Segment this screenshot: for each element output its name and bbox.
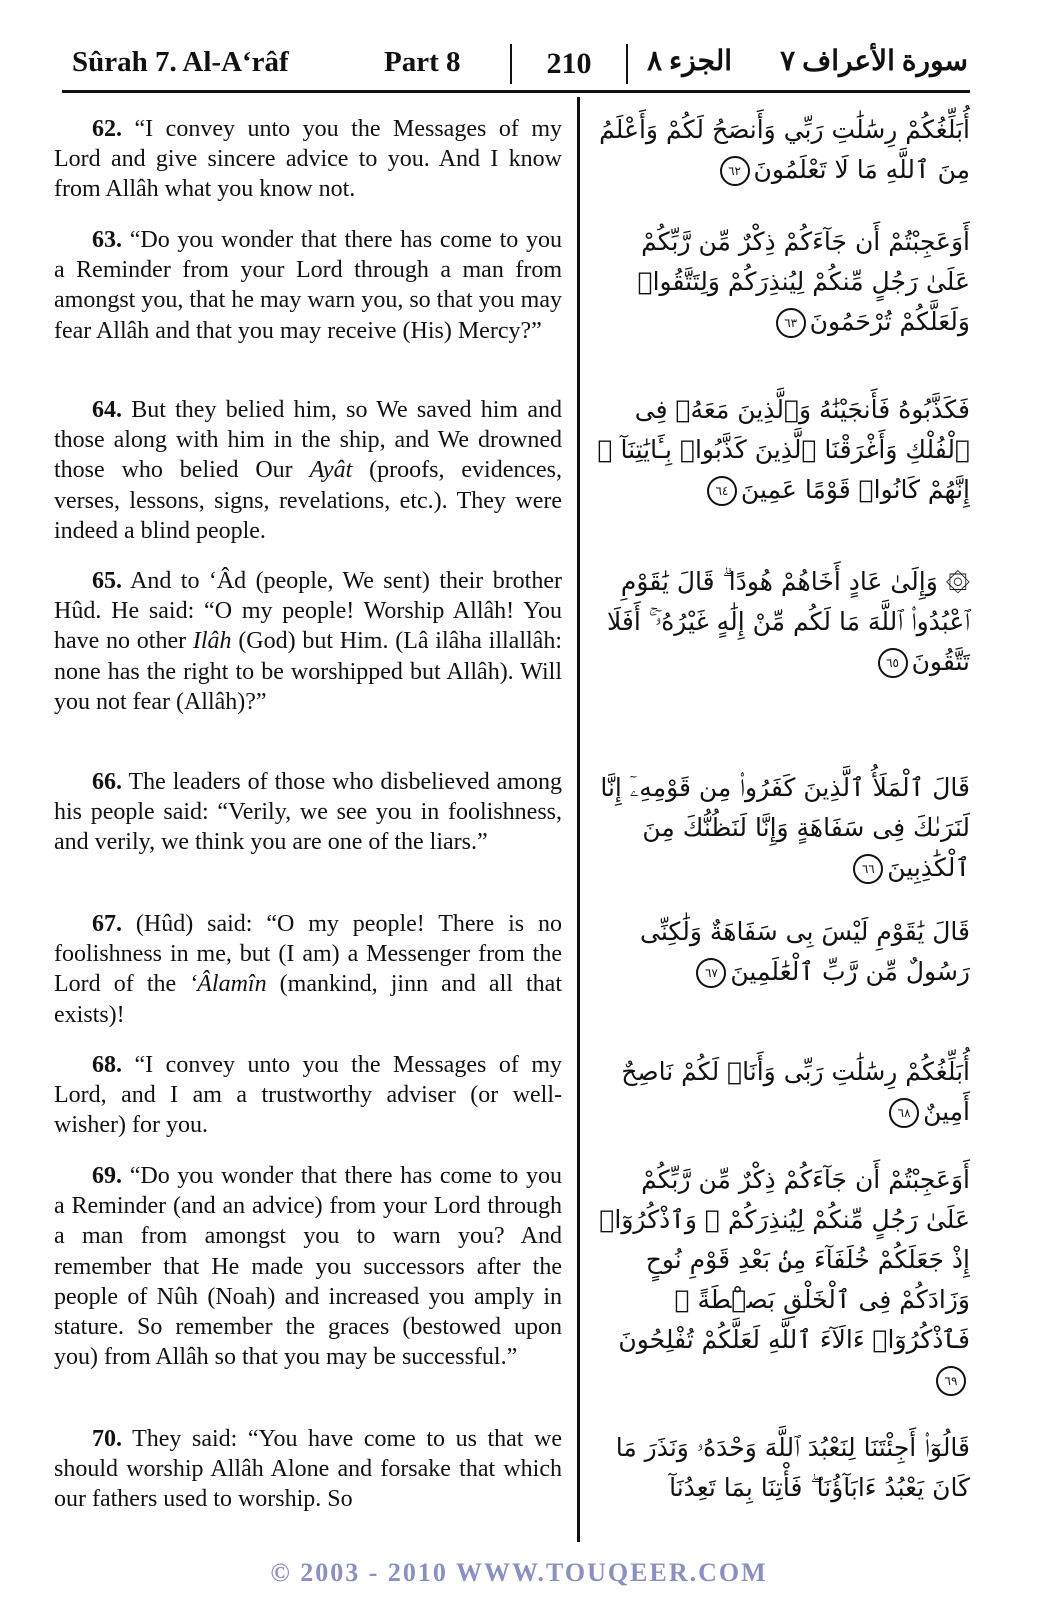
part-label-english: Part 8: [384, 46, 461, 78]
verse-64-english: 64. But they belied him, so We saved him and those along with him in the ship, and We drowned those who belied Our Ayât (proofs, evidences, verses, lessons, signs, revelations, etc.). They were indeed a blind people.: [54, 397, 562, 544]
verse-63-arabic: أَوَعَجِبْتُمْ أَن جَآءَكُمْ ذِكْرٌ مِّن رَّبِّكُمْ عَلَىٰ رَجُلٍ مِّنكُمْ لِيُنذِرَكُمْ وَلِتَتَّقُوا۟ وَلَعَلَّكُمْ تُرْحَمُونَ٦٣: [637, 227, 970, 336]
verse-69-arabic: أَوَعَجِبْتُمْ أَن جَآءَكُمْ ذِكْرٌ مِّن رَّبِّكُمْ عَلَىٰ رَجُلٍ مِّنكُمْ لِيُنذِرَكُمْ ۚ وَٱذْكُرُوٓا۟ إِذْ جَعَلَكُمْ خُلَفَآءَ مِنۢ بَعْدِ قَوْمِ نُوحٍ وَزَادَكُمْ فِى ٱلْخَلْقِ بَصْۜطَةً ۖ فَٱذْكُرُوٓا۟ ءَالَآءَ ٱللَّهِ لَعَلَّكُمْ تُفْلِحُونَ٦٩: [592, 1160, 970, 1400]
ayah-end-marker: ٦٤: [707, 476, 737, 506]
verse-number: 68.: [92, 1052, 122, 1078]
verse-69-english: 69. “Do you wonder that there has come to you a Reminder (and an advice) from your Lord through a man from amongst you to warn you? And remember that He made you successors after the people of Nûh (Noah) and increased you amply in stature. So remember the graces (bestowed upon you) from Allâh so that you may be successful.”: [54, 1163, 562, 1371]
ayah-end-marker: ٦٩: [936, 1366, 966, 1396]
verse-70-english: 70. They said: “You have come to us that we should worship Allâh Alone and forsake that which our fathers used to worship. So: [54, 1426, 562, 1513]
verse-number: 67.: [92, 911, 122, 937]
column-divider: [577, 97, 580, 1542]
page-number-box: [510, 44, 628, 84]
header-divider: [62, 90, 970, 93]
verse-67-arabic: قَالَ يَٰقَوْمِ لَيْسَ بِى سَفَاهَةٌ وَلَٰكِنِّى رَسُولٌ مِّن رَّبِّ ٱلْعَٰلَمِينَ٦٧: [640, 917, 970, 986]
verse-65-english: 65. And to ‘Âd (people, We sent) their brother Hûd. He said: “O my people! Worship Allâh! You have no other Ilâh (God) but Him. (Lâ ilâha illallâh: none has the right to be worshipped but Allâh). Will you not fear (Allâh)?”: [54, 568, 562, 715]
ayah-end-marker: ٦٦: [853, 854, 883, 884]
verse-number: 63.: [92, 227, 122, 253]
verse-62-arabic: أُبَلِّغُكُمْ رِسَٰلَٰتِ رَبِّي وَأَنصَحُ لَكُمْ وَأَعْلَمُ مِنَ ٱللَّهِ مَا لَا تَعْلَمُونَ٦٢: [599, 115, 970, 184]
verse-number: 62.: [92, 116, 122, 142]
verse-66-arabic: قَالَ ٱلْمَلَأُ ٱلَّذِينَ كَفَرُوا۟ مِن قَوْمِهِۦٓ إِنَّا لَنَرَىٰكَ فِى سَفَاهَةٍ وَإِنَّا لَنَظُنُّكَ مِنَ ٱلْكَٰذِبِينَ٦٦: [600, 773, 970, 882]
page-header: [62, 40, 970, 92]
juz-label-arabic: الجزء ٨: [647, 46, 733, 77]
verse-number: 64.: [92, 397, 122, 423]
verse-67-english: 67. (Hûd) said: “O my people! There is no foolishness in me, but (I am) a Messenger from the Lord of the ‘Âlamîn (mankind, jinn and all that exists)!: [54, 911, 562, 1028]
ayah-end-marker: ٦٧: [696, 958, 726, 988]
verse-number: 69.: [92, 1163, 122, 1189]
verse-64-arabic: فَكَذَّبُوهُ فَأَنجَيْنَٰهُ وَٱلَّذِينَ مَعَهُۥ فِى ٱلْفُلْكِ وَأَغْرَقْنَا ٱلَّذِينَ كَذَّبُوا۟ بِـَٔايَٰتِنَآ ۚ إِنَّهُمْ كَانُوا۟ قَوْمًا عَمِينَ٦٤: [597, 395, 970, 504]
verse-70-arabic: قَالُوٓا۟ أَجِئْتَنَا لِنَعْبُدَ ٱللَّهَ وَحْدَهُۥ وَنَذَرَ مَا كَانَ يَعْبُدُ ءَابَآؤُنَا ۖ فَأْتِنَا بِمَا تَعِدُنَآ: [615, 1433, 970, 1502]
verse-number: 66.: [92, 769, 122, 795]
ayah-end-marker: ٦٢: [720, 156, 750, 186]
ayah-end-marker: ٦٣: [776, 308, 806, 338]
verse-68-arabic: أُبَلِّغُكُمْ رِسَٰلَٰتِ رَبِّى وَأَنَا۠ لَكُمْ نَاصِحٌ أَمِينٌ٦٨: [621, 1057, 970, 1126]
ayah-end-marker: ٦٨: [889, 1098, 919, 1128]
surah-title-english: Sûrah 7. Al-A‘râf: [72, 46, 289, 78]
surah-title-arabic: سورة الأعراف ٧: [780, 46, 968, 77]
page-number: 210: [546, 47, 592, 80]
verse-66-english: 66. The leaders of those who disbelieved among his people said: “Verily, we see you in foolishness, and verily, we think you are one of the liars.”: [54, 769, 562, 856]
verse-number: 65.: [92, 568, 122, 594]
verse-65-arabic: ۞ وَإِلَىٰ عَادٍ أَخَاهُمْ هُودًا ۗ قَالَ يَٰقَوْمِ ٱعْبُدُوا۟ ٱللَّهَ مَا لَكُم مِّنْ إِلَٰهٍ غَيْرُهُۥٓ ۚ أَفَلَا تَتَّقُونَ٦٥: [606, 567, 970, 676]
verse-number: 70.: [92, 1426, 122, 1452]
verse-68-english: 68. “I convey unto you the Messages of my Lord, and I am a trustworthy adviser (or well-wisher) for you.: [54, 1052, 562, 1139]
verse-63-english: 63. “Do you wonder that there has come to you a Reminder from your Lord through a man from amongst you, that he may warn you, so that you may fear Allâh and that you may receive (His) Mercy?”: [54, 227, 562, 344]
verse-62-english: 62. “I convey unto you the Messages of my Lord and give sincere advice to you. And I know from Allâh what you know not.: [54, 116, 562, 203]
copyright-footer: © 2003 - 2010 WWW.TOUQEER.COM: [270, 1558, 768, 1587]
ayah-end-marker: ٦٥: [878, 648, 908, 678]
